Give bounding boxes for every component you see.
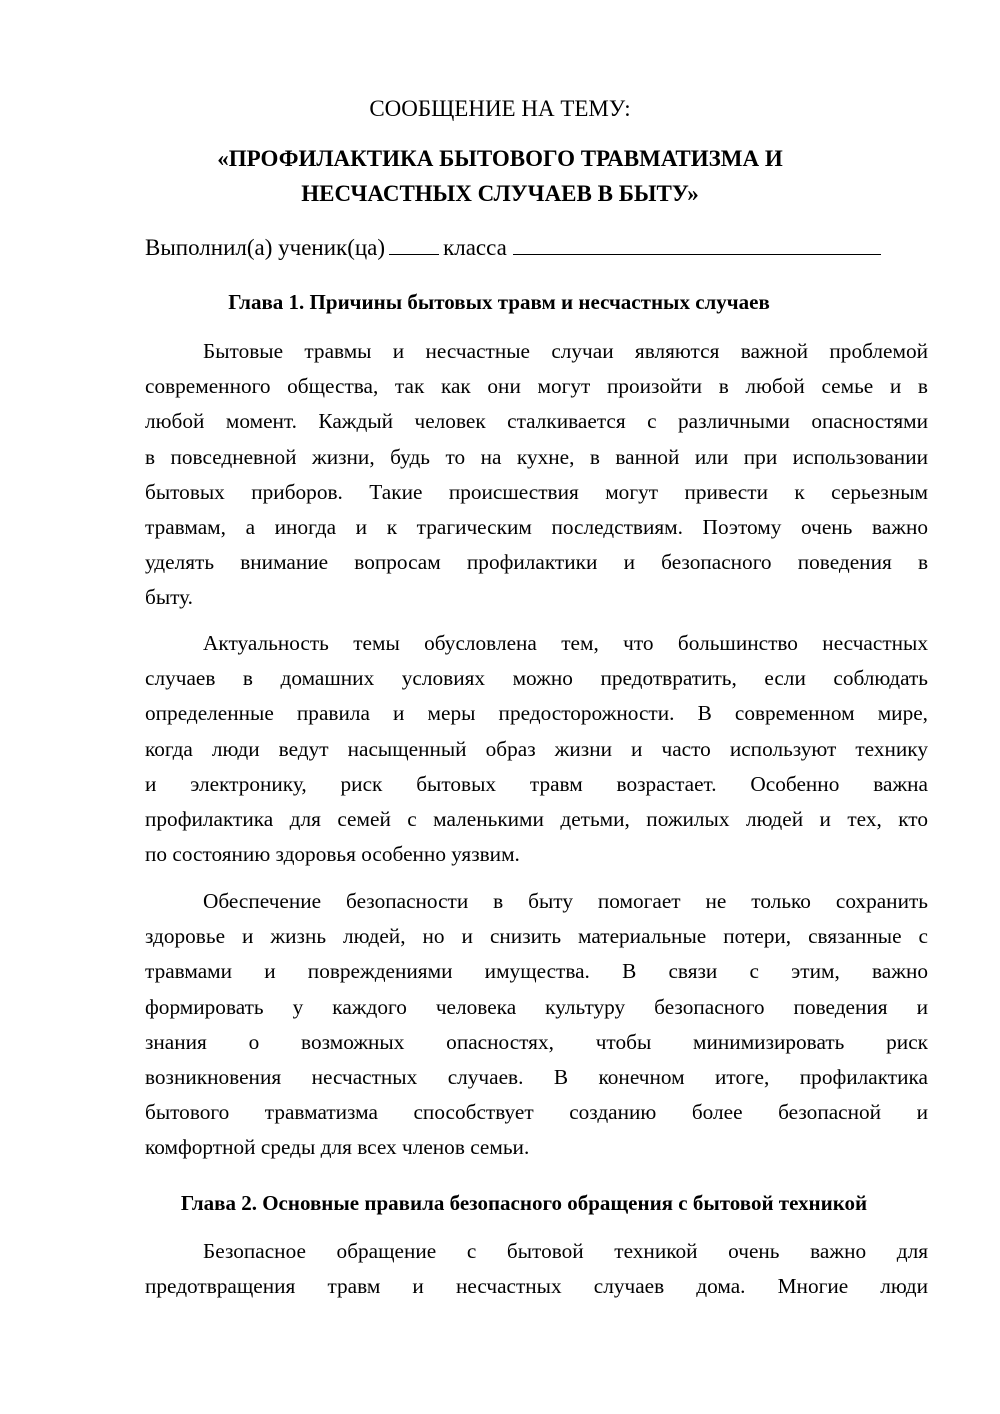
- text-line: травмам, а иногда и к трагическим последствиям. Поэтому очень важно: [145, 514, 928, 539]
- text-line: в повседневной жизни, будь то на кухне, в ванной или при использовании: [145, 444, 928, 469]
- text-line: Бытовые травмы и несчастные случаи являются важной проблемой: [203, 339, 928, 363]
- name-blank-underline: [513, 232, 881, 255]
- author-prefix: Выполнил(а) ученик(ца): [145, 235, 386, 260]
- text-line: Безопасное обращение с бытовой техникой очень важно для: [203, 1239, 928, 1263]
- text-line: случаев в домашних условиях можно предотвратить, если соблюдать: [145, 666, 928, 691]
- text-line: здоровье и жизнь людей, но и снизить материальные потери, связанные с: [145, 924, 928, 949]
- text-line: современного общества, так как они могут произойти в любой семье и в: [145, 374, 928, 399]
- chapter1-paragraph-1: [145, 334, 928, 616]
- class-blank-underline: [389, 232, 439, 255]
- text-line: определенные правила и меры предосторожности. В современном мире,: [145, 701, 928, 726]
- text-line: по состоянию здоровья особенно уязвим.: [145, 842, 520, 867]
- text-line: любой момент. Каждый человек сталкивается с различными опасностями: [145, 409, 928, 434]
- class-label: класса: [443, 235, 507, 260]
- chapter1-paragraph-3: [145, 884, 928, 1166]
- text-line: профилактика для семей с маленькими детьми, пожилых людей и тех, кто: [145, 806, 928, 831]
- chapter2-paragraph-1: [145, 1234, 928, 1304]
- title-line: «ПРОФИЛАКТИКА БЫТОВОГО ТРАВМАТИЗМА И: [217, 146, 783, 171]
- text-line: бытовых приборов. Такие происшествия могут привести к серьезным: [145, 479, 928, 504]
- text-line: знания о возможных опасностях, чтобы минимизировать риск: [145, 1029, 928, 1054]
- title-line: НЕСЧАСТНЫХ СЛУЧАЕВ В БЫТУ»: [301, 181, 699, 206]
- text-line: возникновения несчастных случаев. В конечном итоге, профилактика: [145, 1064, 928, 1089]
- text-line: травмами и повреждениями имущества. В связи с этим, важно: [145, 959, 928, 984]
- text-line: предотвращения травм и несчастных случаев дома. Многие люди: [145, 1274, 928, 1299]
- document-subtitle: СООБЩЕНИЕ НА ТЕМУ:: [369, 96, 631, 121]
- chapter1-heading: Глава 1. Причины бытовых травм и несчастных случаев: [228, 290, 770, 314]
- text-line: формировать у каждого человека культуру безопасного поведения и: [145, 994, 928, 1019]
- text-line: уделять внимание вопросам профилактики и безопасного поведения в: [145, 550, 928, 575]
- text-line: когда люди ведут насыщенный образ жизни и часто используют технику: [145, 736, 928, 761]
- chapter1-paragraph-2: [145, 626, 928, 872]
- document-title: [100, 141, 900, 211]
- text-line: бытового травматизма способствует созданию более безопасной и: [145, 1100, 928, 1125]
- author-line: [145, 232, 881, 263]
- text-line: комфортной среды для всех членов семьи.: [145, 1135, 530, 1160]
- chapter2-heading: Глава 2. Основные правила безопасного обращения с бытовой техникой: [180, 1191, 868, 1215]
- text-line: Актуальность темы обусловлена тем, что большинство несчастных: [203, 631, 928, 655]
- text-line: быту.: [145, 585, 194, 610]
- text-line: Обеспечение безопасности в быту помогает не только сохранить: [203, 889, 928, 913]
- text-line: и электронику, риск бытовых травм возрастает. Особенно важна: [145, 771, 928, 796]
